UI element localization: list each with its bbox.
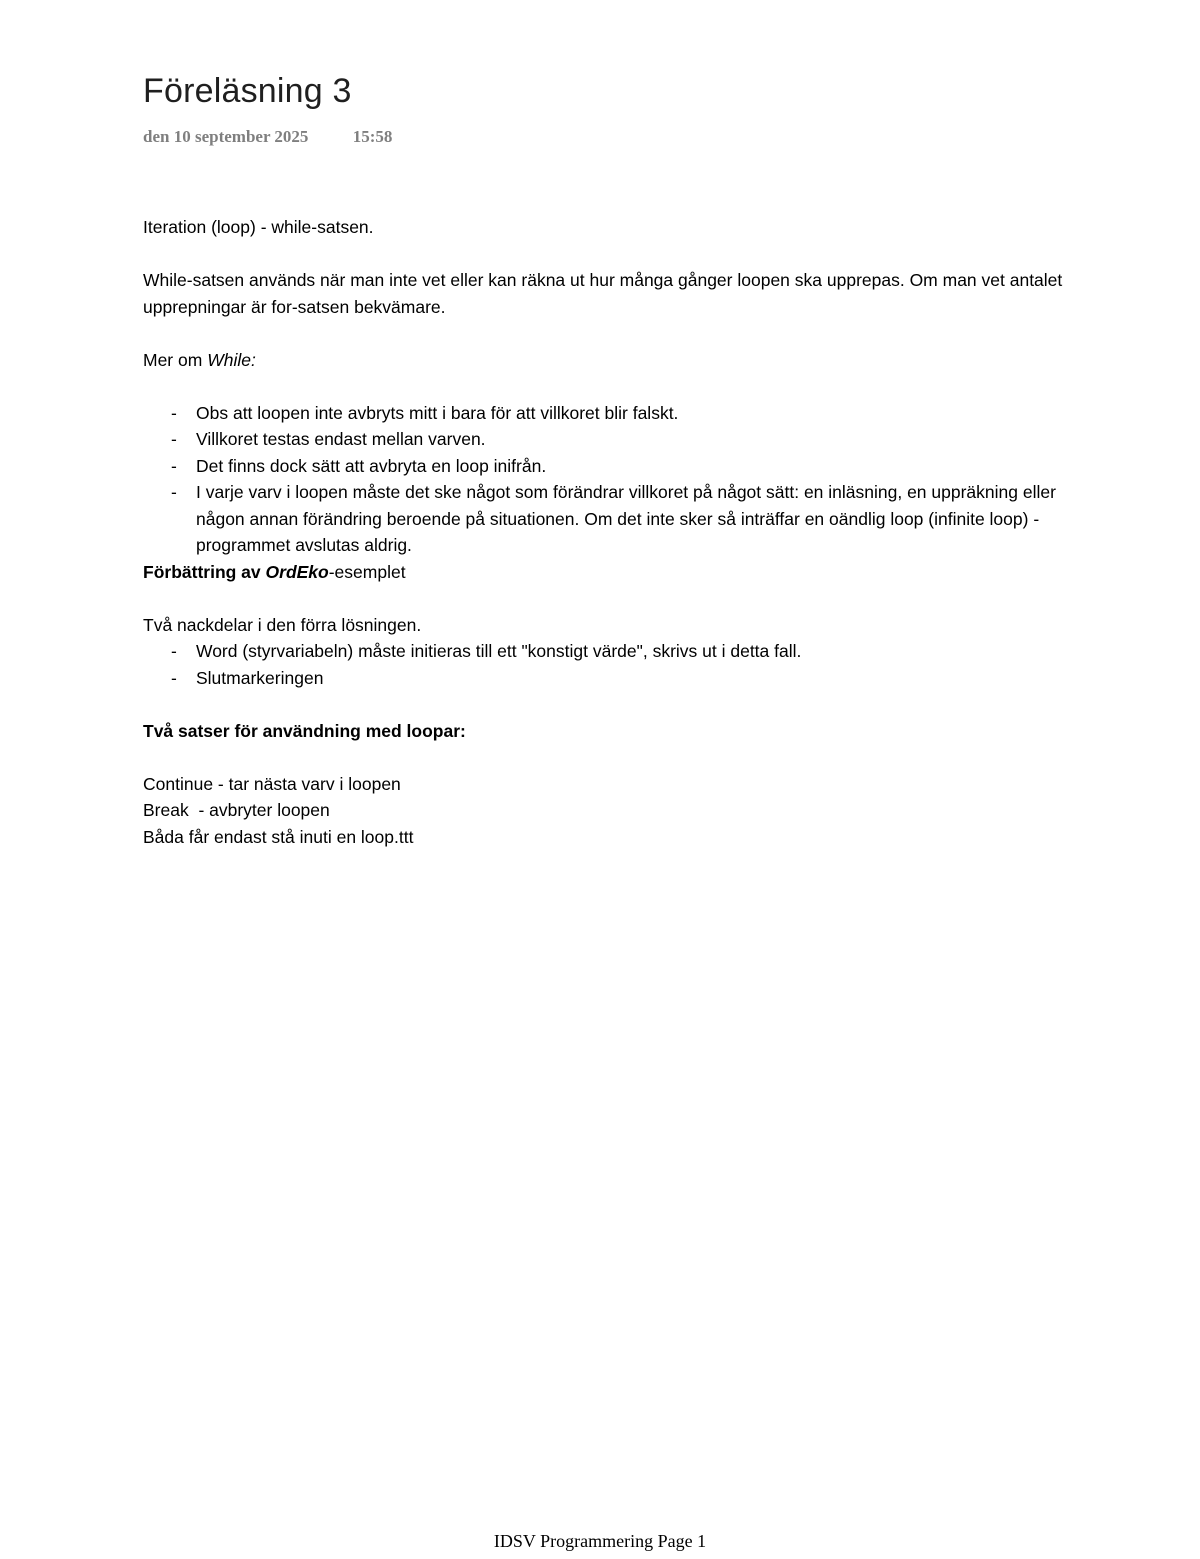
more-italic: While: bbox=[207, 349, 256, 370]
drawbacks-intro: Två nackdelar i den förra lösningen. bbox=[143, 614, 422, 635]
list-item: - I varje varv i loopen måste det ske något som förändrar villkoret på något sätt: en inläsning, en uppräkning eller någon annan förändring beroende på situationen. Om det inte sker så inträffar en oändlig loop (infinite loop) - programmet avslutas aldrig. bbox=[171, 482, 1056, 555]
page-time: 15:58 bbox=[352, 127, 393, 146]
both-line: Båda får endast stå inuti en loop.ttt bbox=[143, 826, 414, 847]
list-item: - Obs att loopen inte avbryts mitt i bara för att villkoret blir falskt. bbox=[171, 402, 679, 423]
bullet-list-drawbacks bbox=[143, 638, 1073, 691]
more-prefix: Mer om bbox=[143, 349, 208, 370]
list-item: - Word (styrvariabeln) måste initieras till ett "konstigt värde", skrivs ut i detta fall. bbox=[171, 641, 802, 661]
continue-line: Continue - tar nästa varv i loopen bbox=[143, 773, 401, 794]
page-date: den 10 september 2025 bbox=[143, 127, 309, 146]
heading-statements: Två satser för användning med loopar: bbox=[143, 720, 466, 741]
list-item: - Det finns dock sätt att avbryta en loop inifrån. bbox=[171, 455, 547, 476]
bullet-list-while bbox=[143, 400, 1073, 559]
page-title: Föreläsning 3 bbox=[143, 72, 352, 110]
heading-iteration: Iteration (loop) - while-satsen. bbox=[143, 217, 374, 237]
improve-italic: OrdEko bbox=[265, 561, 329, 582]
break-line: Break - avbryter loopen bbox=[143, 800, 330, 820]
more-about-while bbox=[143, 347, 1073, 374]
heading-improvement: Förbättring av OrdEko-esemplet bbox=[143, 561, 406, 582]
note-content[interactable] bbox=[143, 214, 1073, 850]
paragraph-while: While-satsen används när man inte vet eller kan räkna ut hur många gånger loopen ska upprepas. Om man vet antalet upprepningar är for-satsen bekvämare. bbox=[143, 270, 1063, 317]
list-item: - Villkoret testas endast mellan varven. bbox=[171, 429, 486, 449]
list-item: - Slutmarkeringen bbox=[171, 667, 324, 688]
page-meta bbox=[143, 127, 392, 147]
page-footer: IDSV Programmering Page 1 bbox=[493, 1531, 707, 1551]
